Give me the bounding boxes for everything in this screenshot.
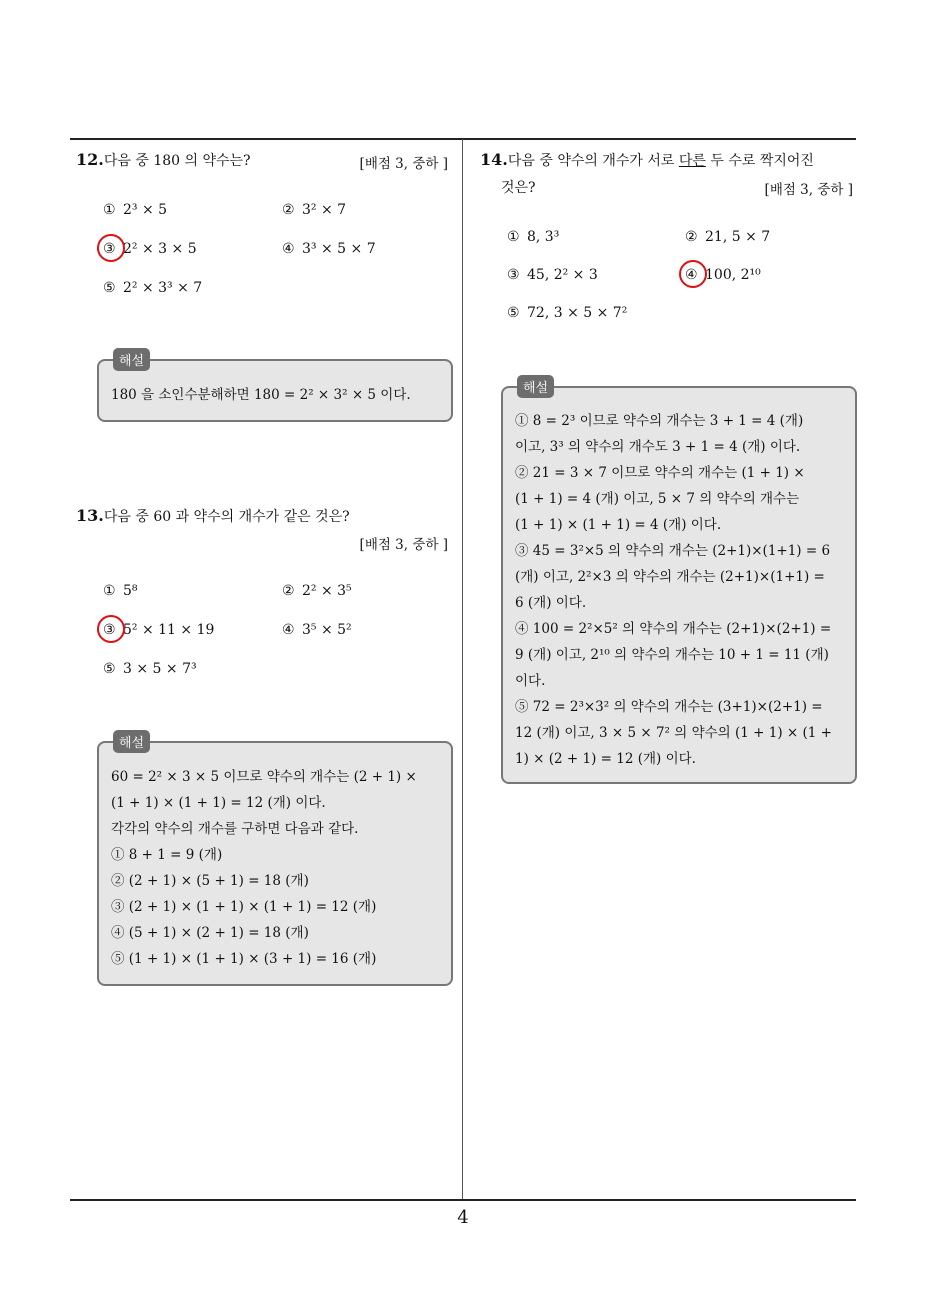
question-prompt-line2: 것은? (501, 180, 536, 196)
solution-line: ③ (2 + 1) × (1 + 1) × (1 + 1) = 12 (개) (111, 899, 377, 915)
choice-2[interactable]: ② 21, 5 × 7 (685, 229, 771, 245)
column-divider (462, 139, 463, 1200)
question-13-heading (76, 506, 350, 526)
question-prompt: 다음 중 60 과 약수의 개수가 같은 것은? (103, 509, 350, 525)
choice-4[interactable]: ④ 3³ × 5 × 7 (282, 241, 376, 257)
choice-4[interactable]: ④ 100, 2¹⁰ (685, 267, 761, 283)
question-prompt: 다음 중 약수의 개수가 서로 (507, 153, 679, 169)
question-number: 13. (76, 506, 104, 525)
solution-line: ② (2 + 1) × (5 + 1) = 18 (개) (111, 873, 309, 889)
solution-box (97, 736, 453, 986)
selected-answer-circle: ③ (103, 622, 123, 638)
solution-line: ① 8 = 2³ 이므로 약수의 개수는 3 + 1 = 4 (개) (515, 413, 804, 429)
solution-line: ③ 45 = 3²×5 의 약수의 개수는 (2+1)×(1+1) = 6 (515, 543, 831, 559)
solution-line: (1 + 1) × (1 + 1) = 4 (개) 이다. (515, 517, 722, 533)
question-number: 14. (480, 150, 508, 169)
solution-line: 이고, 3³ 의 약수의 개수도 3 + 1 = 4 (개) 이다. (515, 439, 801, 455)
solution-line: ⑤ (1 + 1) × (1 + 1) × (3 + 1) = 16 (개) (111, 951, 377, 967)
bottom-rule (70, 1199, 856, 1201)
solution-box (501, 381, 857, 784)
question-meta: [배점 3, 중하 ] (359, 156, 448, 172)
solution-label: 해설 (517, 375, 554, 398)
question-meta: [배점 3, 중하 ] (359, 537, 448, 553)
solution-line: ① 8 + 1 = 9 (개) (111, 847, 223, 863)
solution-line: 6 (개) 이다. (515, 595, 587, 611)
top-rule (70, 138, 856, 140)
selected-answer-circle: ④ (685, 267, 705, 283)
selected-answer-circle: ③ (103, 241, 123, 257)
solution-line: ② 21 = 3 × 7 이므로 약수의 개수는 (1 + 1) × (515, 465, 805, 481)
choice-5[interactable]: ⑤ 2² × 3³ × 7 (103, 280, 203, 296)
choice-3[interactable]: ③ 45, 2² × 3 (507, 267, 598, 283)
solution-line: 1) × (2 + 1) = 12 (개) 이다. (515, 751, 696, 767)
question-14-heading: 14.다음 중 약수의 개수가 서로 다른 두 수로 짝지어진 (480, 150, 814, 169)
solution-line: (개) 이고, 2²×3 의 약수의 개수는 (2+1)×(1+1) = (515, 569, 825, 585)
choice-5[interactable]: ⑤ 72, 3 × 5 × 7² (507, 305, 628, 321)
solution-label: 해설 (113, 730, 150, 753)
question-12-heading (76, 150, 251, 170)
choice-3[interactable]: ③ 2² × 3 × 5 (103, 241, 197, 257)
choice-1[interactable]: ① 8, 3³ (507, 229, 560, 245)
solution-line: (1 + 1) = 4 (개) 이고, 5 × 7 의 약수의 개수는 (515, 491, 800, 507)
solution-line: 각각의 약수의 개수를 구하면 다음과 같다. (111, 821, 359, 837)
solution-line: 12 (개) 이고, 3 × 5 × 7² 의 약수의 (1 + 1) × (1 + (515, 725, 832, 741)
solution-line: 9 (개) 이고, 2¹⁰ 의 약수의 개수는 10 + 1 = 11 (개) (515, 647, 829, 663)
underlined-word: 다른 (678, 153, 706, 169)
choice-3[interactable]: ③ 5² × 11 × 19 (103, 622, 215, 638)
solution-line: 180 을 소인수분해하면 180 = 2² × 3² × 5 이다. (111, 387, 411, 403)
solution-line: ④ (5 + 1) × (2 + 1) = 18 (개) (111, 925, 309, 941)
question-number: 12. (76, 150, 104, 169)
choice-1[interactable]: ① 2³ × 5 (103, 202, 168, 218)
solution-line: (1 + 1) × (1 + 1) = 12 (개) 이다. (111, 795, 326, 811)
choice-2[interactable]: ② 3² × 7 (282, 202, 347, 218)
solution-line: 이다. (515, 673, 546, 689)
choice-2[interactable]: ② 2² × 3⁵ (282, 583, 352, 599)
question-prompt: 다음 중 180 의 약수는? (103, 153, 251, 169)
question-meta: [배점 3, 중하 ] (764, 182, 853, 198)
choice-1[interactable]: ① 5⁸ (103, 583, 138, 599)
solution-box (97, 354, 453, 422)
choice-5[interactable]: ⑤ 3 × 5 × 7³ (103, 661, 197, 677)
choice-4[interactable]: ④ 3⁵ × 5² (282, 622, 352, 638)
solution-line: 60 = 2² × 3 × 5 이므로 약수의 개수는 (2 + 1) × (111, 769, 417, 785)
solution-label: 해설 (113, 348, 150, 371)
page-number: 4 (457, 1207, 469, 1228)
solution-line: ⑤ 72 = 2³×3² 의 약수의 개수는 (3+1)×(2+1) = (515, 699, 823, 715)
solution-line: ④ 100 = 2²×5² 의 약수의 개수는 (2+1)×(2+1) = (515, 621, 832, 637)
